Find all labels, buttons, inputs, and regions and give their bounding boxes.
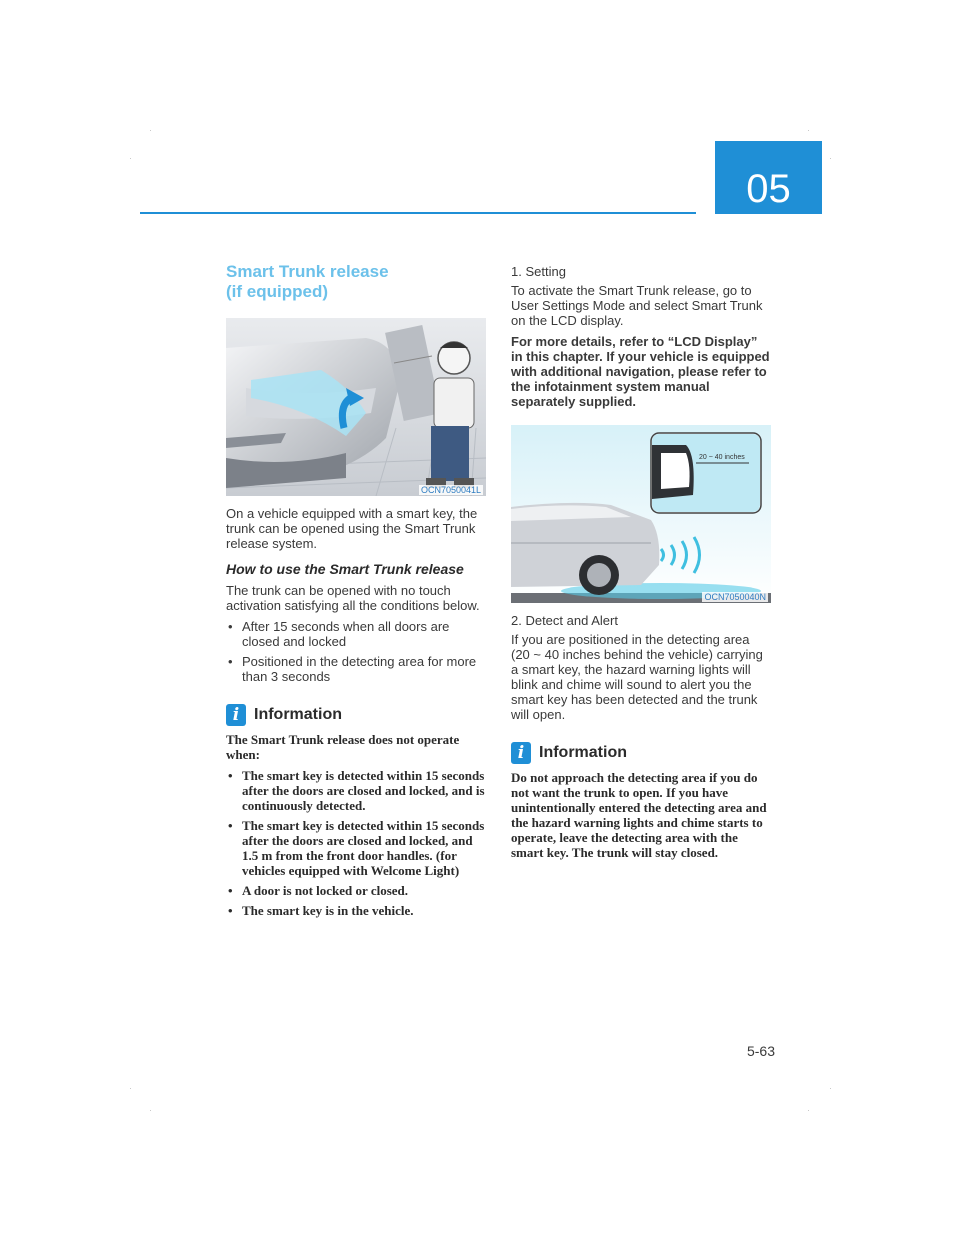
- information-intro: The Smart Trunk release does not operate when:: [226, 732, 460, 762]
- crop-mark: [150, 130, 151, 131]
- distance-label: 20 ~ 40 inches: [699, 454, 745, 461]
- intro-text: On a vehicle equipped with a smart key, the trunk can be opened using the Smart Trunk release system.: [226, 506, 478, 551]
- figure-code: OCN7050040N: [704, 592, 766, 602]
- crop-mark: [830, 158, 831, 159]
- step-setting-title: 1. Setting: [511, 264, 566, 279]
- information-title: Information: [254, 706, 342, 723]
- info-icon: i: [511, 742, 531, 764]
- detecting-area-illustration: [511, 425, 771, 603]
- info-icon: i: [226, 704, 246, 726]
- crop-mark: [130, 1088, 131, 1089]
- list-item: • Positioned in the detecting area for more than 3 seconds: [226, 654, 486, 684]
- information-heading: [226, 704, 486, 726]
- list-item: • The smart key is detected within 15 seconds after the doors are closed and locked, and 1.5 m from the front door handles. (for vehicles equipped with Welcome Light): [226, 818, 486, 878]
- detect-illustration-svg: [511, 425, 771, 603]
- how-to-text: The trunk can be opened with no touch activation satisfying all the conditions below.: [226, 583, 480, 613]
- header-rule: [140, 212, 696, 214]
- crop-mark: [150, 1110, 151, 1111]
- how-to-title: How to use the Smart Trunk release: [226, 561, 464, 577]
- trunk-release-illustration: [226, 318, 486, 496]
- information-heading: [511, 742, 771, 764]
- right-column: [511, 264, 771, 866]
- crop-mark: [830, 1088, 831, 1089]
- step-detect-title: 2. Detect and Alert: [511, 613, 618, 628]
- page-number: 5-63: [746, 1043, 775, 1059]
- section-title: Smart Trunk release: [226, 262, 389, 281]
- information-list: [226, 768, 486, 918]
- list-item: • The smart key is detected within 15 seconds after the doors are closed and locked, and is continuously detected.: [226, 768, 486, 813]
- information-title: Information: [539, 744, 627, 761]
- step-setting-text: To activate the Smart Trunk release, go to User Settings Mode and select Smart Trunk on the LCD display.: [511, 283, 763, 328]
- crop-mark: [130, 158, 131, 159]
- crop-mark: [808, 1110, 809, 1111]
- list-item: • A door is not locked or closed.: [226, 883, 486, 898]
- list-item: • The smart key is in the vehicle.: [226, 903, 486, 918]
- left-column: [226, 262, 486, 923]
- condition-list: [226, 619, 486, 684]
- step-setting-note: For more details, refer to “LCD Display” in this chapter. If your vehicle is equipped with additional navigation, please refer to the infotainment system manual separately supplied.: [511, 334, 770, 409]
- figure-code: OCN7050041L: [420, 485, 481, 495]
- section-title-sub: (if equipped): [226, 282, 328, 301]
- trunk-illustration-svg: [226, 318, 486, 496]
- list-item: • After 15 seconds when all doors are closed and locked: [226, 619, 486, 649]
- crop-mark: [808, 130, 809, 131]
- step-detect-text: If you are positioned in the detecting area (20 ~ 40 inches behind the vehicle) carrying a smart key, the hazard warning lights will blink and chime will sound to alert you the smart key has been detected and the trunk will open.: [511, 632, 763, 722]
- information-text: Do not approach the detecting area if you do not want the trunk to open. If you have unintentionally entered the detecting area and the hazard warning lights and chime starts to operate, leave the detecting area with the smart key. The trunk will stay closed.: [511, 770, 767, 860]
- chapter-tab: 05: [715, 141, 822, 214]
